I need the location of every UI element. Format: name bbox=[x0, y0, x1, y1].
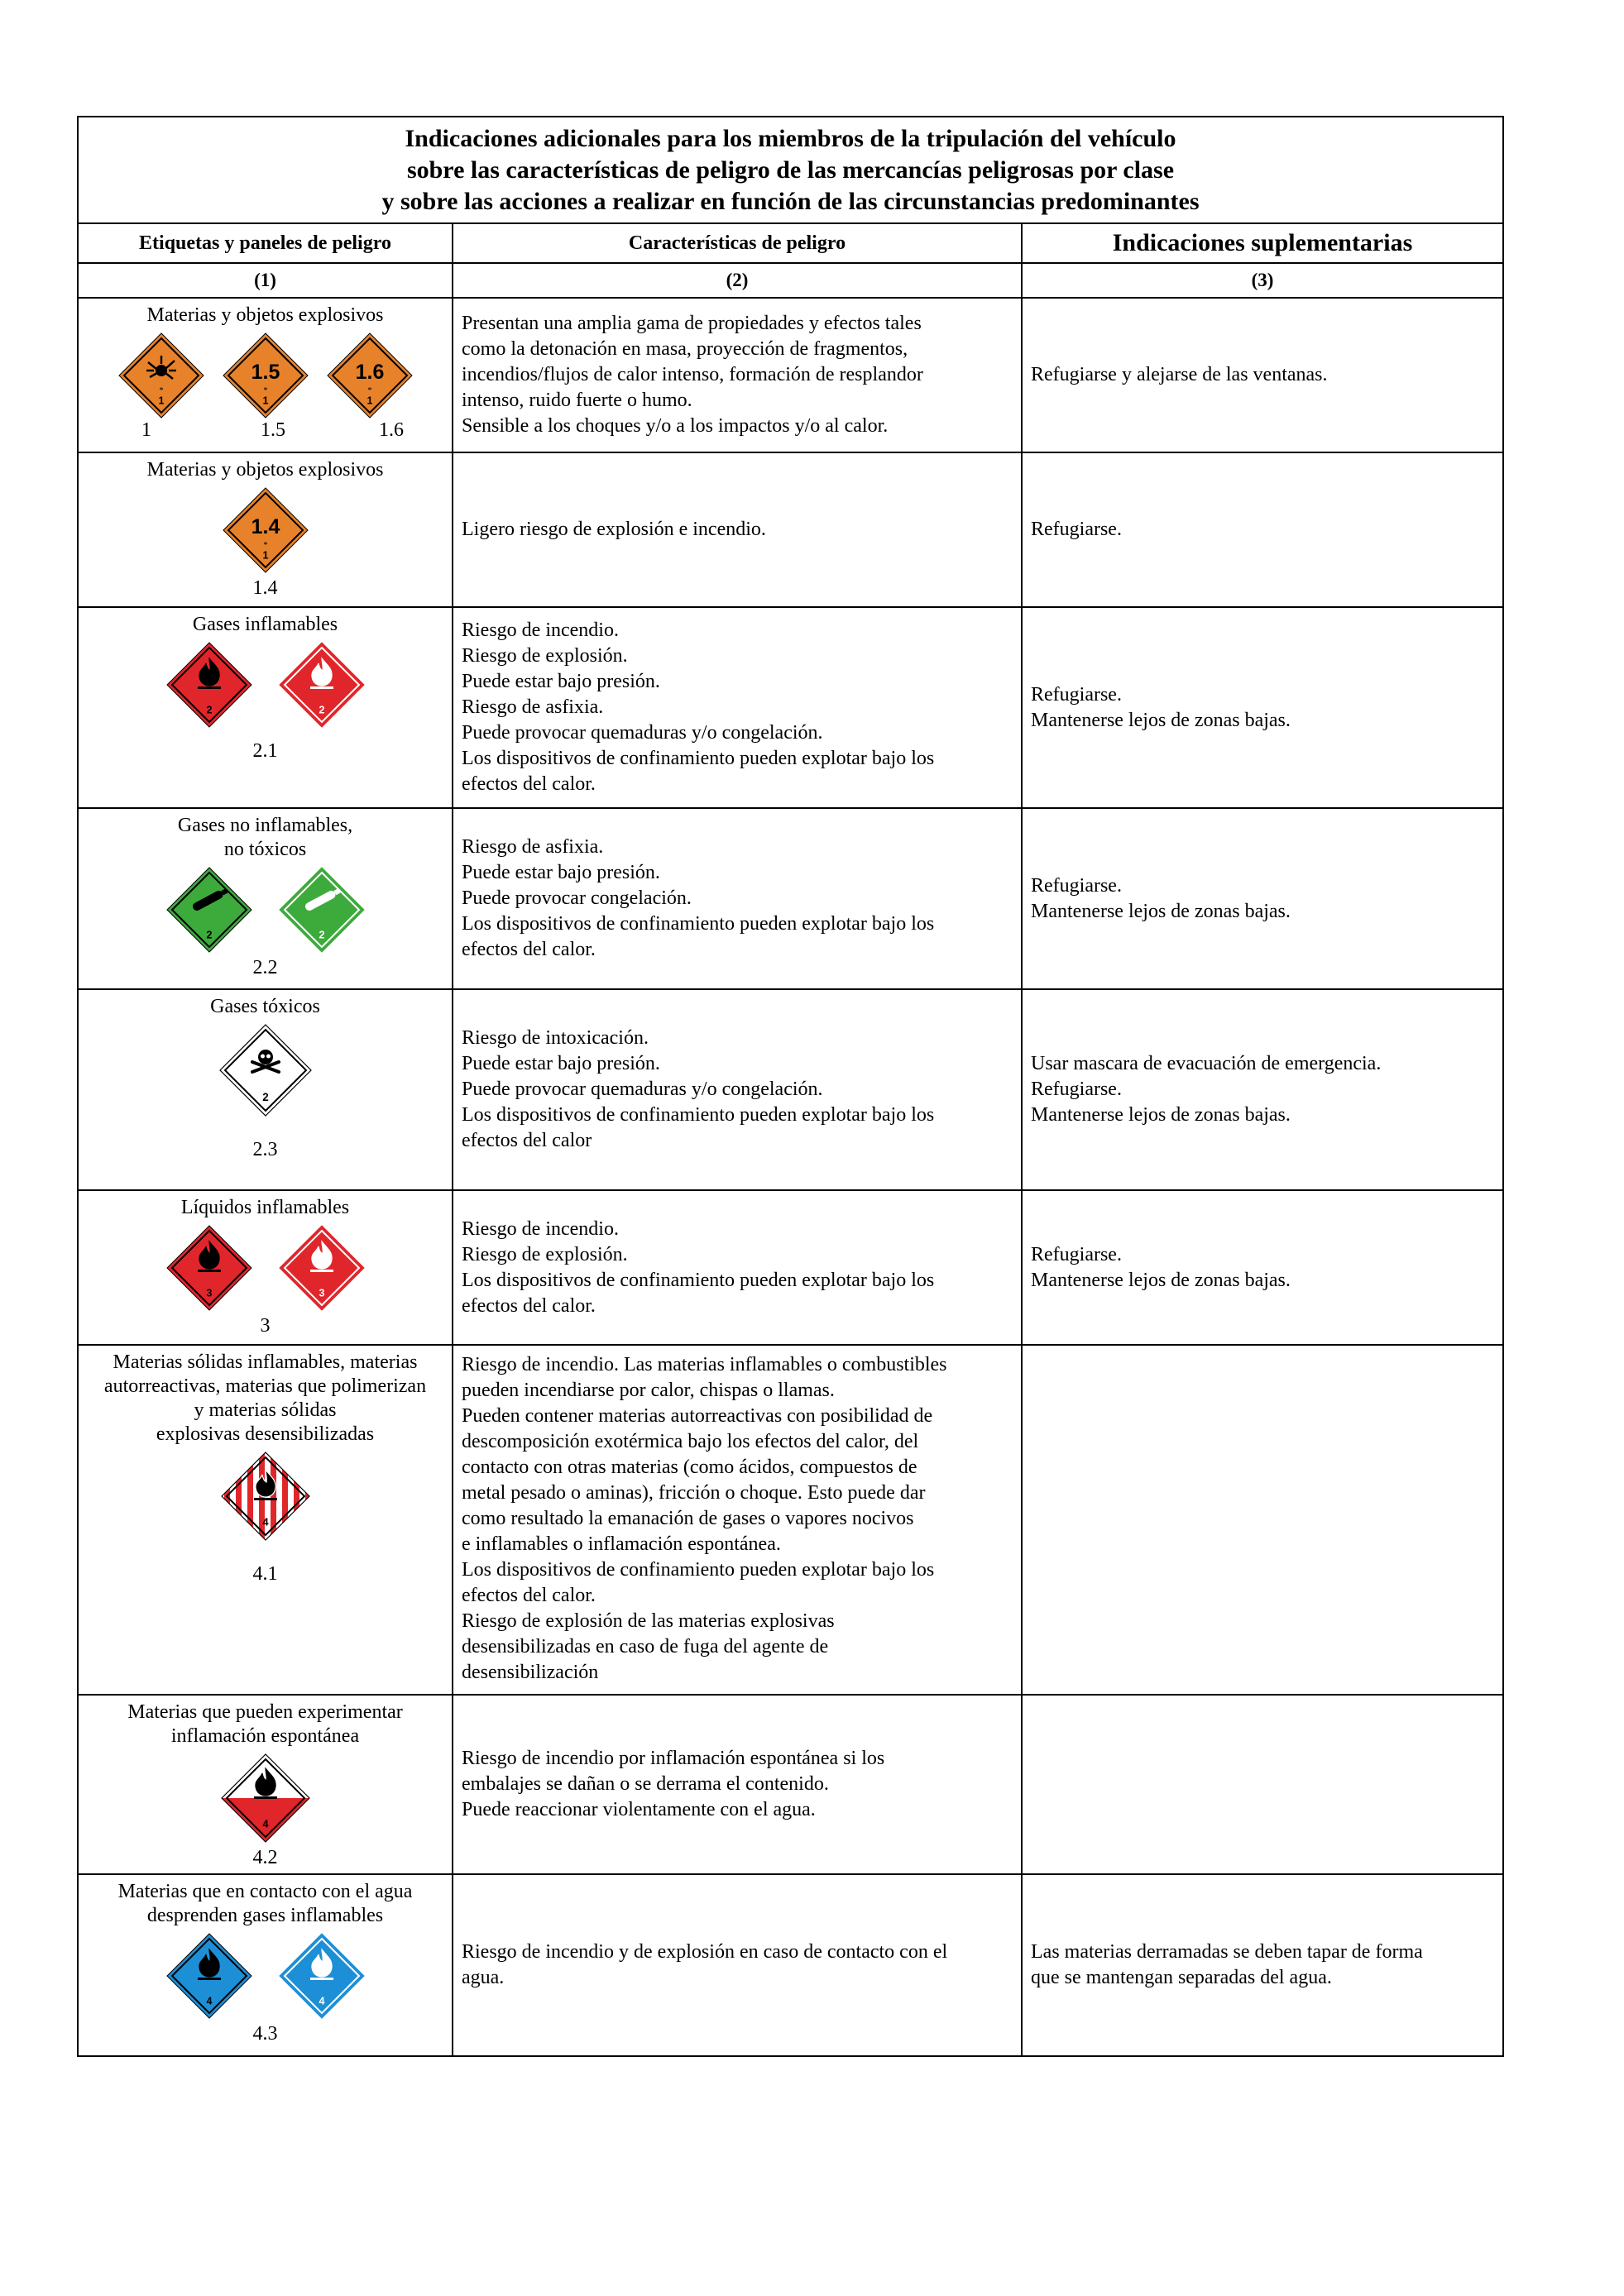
table-row bbox=[79, 608, 1502, 809]
column-number-row bbox=[79, 264, 1502, 299]
hazard-class-number: 3 bbox=[260, 1315, 271, 1337]
hazard-signs bbox=[221, 1753, 310, 1843]
supplementary-line: Las materias derramadas se deben tapar de forma bbox=[1031, 1941, 1423, 1963]
characteristic-line: Riesgo de incendio. bbox=[462, 1217, 619, 1240]
svg-text:1.4: 1.4 bbox=[251, 515, 280, 538]
explosive-1-5-icon bbox=[223, 332, 309, 419]
characteristic-line: metal pesado o aminas), fricción o choque. Esto puede dar bbox=[462, 1482, 926, 1504]
flammable-gas-white-flame-icon bbox=[279, 642, 365, 728]
hazard-class-number: 2.1 bbox=[252, 740, 278, 762]
hazard-class-number: 4.2 bbox=[252, 1847, 278, 1868]
column-header-labels: Etiquetas y paneles de peligro bbox=[79, 224, 453, 262]
hazard-signs bbox=[166, 1225, 365, 1311]
hazard-category: Gases no inflamables, bbox=[177, 815, 353, 836]
characteristic-line: Riesgo de explosión. bbox=[462, 1243, 628, 1265]
supplementary-line: que se mantengan separadas del agua. bbox=[1031, 1967, 1332, 1988]
characteristic-line: Riesgo de explosión. bbox=[462, 645, 628, 667]
svg-text:1.5: 1.5 bbox=[251, 361, 280, 384]
characteristic-line: embalajes se dañan o se derrama el contenido. bbox=[462, 1773, 829, 1795]
characteristic-line: Pueden contener materias autorreactivas con posibilidad de bbox=[462, 1405, 933, 1427]
hazard-class-number: 1.5 bbox=[261, 419, 285, 441]
title-line: y sobre las acciones a realizar en función de las circunstancias predominantes bbox=[381, 187, 1200, 215]
svg-text:1: 1 bbox=[262, 395, 268, 407]
hazard-class-number: 1 bbox=[141, 419, 151, 441]
supplementary-line: Refugiarse. bbox=[1031, 1243, 1122, 1265]
supplementary-line: Refugiarse. bbox=[1031, 874, 1122, 897]
hazard-characteristics-cell bbox=[453, 1346, 1023, 1694]
hazard-characteristics-cell bbox=[453, 453, 1023, 606]
hazard-characteristics-cell bbox=[453, 1696, 1023, 1873]
water-reactive-black-flame-icon bbox=[166, 1933, 252, 2019]
characteristic-line: efectos del calor. bbox=[462, 773, 596, 795]
supplementary-line: Refugiarse y alejarse de las ventanas. bbox=[1031, 364, 1328, 385]
characteristic-line: efectos del calor. bbox=[462, 939, 596, 960]
svg-text:3: 3 bbox=[206, 1287, 212, 1299]
svg-text:1: 1 bbox=[366, 395, 372, 407]
characteristic-line: Puede estar bajo presión. bbox=[462, 862, 660, 883]
table-row bbox=[79, 453, 1502, 608]
characteristic-line: Riesgo de incendio. bbox=[462, 619, 619, 641]
column-number: (3) bbox=[1251, 270, 1274, 290]
hazard-category: desprenden gases inflamables bbox=[146, 1905, 384, 1926]
hazard-characteristics-cell bbox=[453, 299, 1023, 452]
hazard-label-cell bbox=[79, 990, 453, 1189]
hazard-category: explosivas desensibilizadas bbox=[156, 1423, 375, 1445]
svg-text:*: * bbox=[158, 385, 164, 395]
flammable-gas-black-flame-icon bbox=[166, 642, 252, 728]
hazard-label-cell bbox=[79, 809, 453, 988]
characteristic-line: Puede provocar quemaduras y/o congelación. bbox=[462, 1079, 823, 1100]
hazard-category: autorreactivas, materias que polimerizan bbox=[103, 1375, 427, 1397]
explosive-1-icon bbox=[118, 332, 204, 419]
hazard-signs bbox=[221, 1452, 310, 1541]
svg-text:1: 1 bbox=[158, 395, 164, 407]
hazard-label-cell bbox=[79, 453, 453, 606]
hazard-class-number: 4.3 bbox=[252, 2023, 278, 2045]
hazard-signs bbox=[118, 332, 413, 419]
skull-crossbones-icon bbox=[219, 1024, 312, 1117]
hazard-signs bbox=[166, 867, 365, 953]
hazard-category: Gases inflamables bbox=[192, 614, 338, 635]
hazard-signs bbox=[219, 1024, 312, 1117]
hazard-table bbox=[77, 116, 1504, 2057]
characteristic-line: Riesgo de explosión de las materias explosivas bbox=[462, 1610, 835, 1632]
characteristic-line: como resultado la emanación de gases o vapores nocivos bbox=[462, 1508, 914, 1529]
supplementary-cell bbox=[1023, 1346, 1502, 1694]
table-row bbox=[79, 1346, 1502, 1696]
svg-text:2: 2 bbox=[319, 704, 324, 716]
hazard-class-number: 1.4 bbox=[252, 577, 278, 599]
explosive-1-6-icon bbox=[327, 332, 413, 419]
characteristic-line: Riesgo de intoxicación. bbox=[462, 1027, 649, 1049]
hazard-class-number: 2.2 bbox=[252, 957, 278, 978]
svg-text:*: * bbox=[262, 540, 268, 550]
characteristic-line: intenso, ruido fuerte o humo. bbox=[462, 390, 692, 411]
gas-cylinder-black-icon bbox=[166, 867, 252, 953]
column-number: (2) bbox=[453, 264, 1023, 297]
hazard-characteristics-cell bbox=[453, 809, 1023, 988]
characteristic-line: contacto con otras materias (como ácidos, compuestos de bbox=[462, 1457, 917, 1478]
table-row bbox=[79, 1191, 1502, 1346]
characteristic-line: Presentan una amplia gama de propiedades y efectos tales bbox=[462, 313, 922, 334]
svg-text:2: 2 bbox=[206, 704, 212, 716]
hazard-characteristics-cell bbox=[453, 1875, 1023, 2055]
characteristic-line: Puede estar bajo presión. bbox=[462, 671, 660, 692]
characteristic-line: efectos del calor. bbox=[462, 1585, 596, 1606]
svg-text:4: 4 bbox=[261, 1515, 269, 1528]
table-row bbox=[79, 1696, 1502, 1875]
supplementary-cell bbox=[1023, 809, 1502, 988]
title-line: sobre las características de peligro de las mercancías peligrosas por clase bbox=[406, 155, 1175, 184]
hazard-category: Gases tóxicos bbox=[210, 996, 320, 1017]
hazard-category: no tóxicos bbox=[223, 839, 307, 860]
hazard-label-cell bbox=[79, 299, 453, 452]
hazard-characteristics-cell bbox=[453, 608, 1023, 807]
characteristic-line: agua. bbox=[462, 1967, 505, 1988]
supplementary-line: Mantenerse lejos de zonas bajas. bbox=[1031, 709, 1291, 731]
svg-text:*: * bbox=[262, 385, 268, 395]
supplementary-cell bbox=[1023, 990, 1502, 1189]
hazard-signs bbox=[166, 642, 365, 728]
characteristic-line: como la detonación en masa, proyección de fragmentos, bbox=[462, 338, 908, 360]
hazard-category: inflamación espontánea bbox=[170, 1725, 360, 1747]
characteristic-line: Riesgo de incendio. Las materias inflamables o combustibles bbox=[462, 1354, 947, 1375]
hazard-category: Materias sólidas inflamables, materias bbox=[113, 1351, 418, 1373]
characteristic-line: Puede reaccionar violentamente con el agua. bbox=[462, 1799, 816, 1820]
characteristic-line: pueden incendiarse por calor, chispas o llamas. bbox=[462, 1380, 835, 1401]
characteristic-line: Sensible a los choques y/o a los impactos y/o al calor. bbox=[462, 415, 889, 437]
svg-text:4: 4 bbox=[206, 1995, 212, 2007]
hazard-class-number: 2.3 bbox=[252, 1139, 278, 1160]
column-number: (1) bbox=[79, 264, 453, 297]
supplementary-line: Mantenerse lejos de zonas bajas. bbox=[1031, 1104, 1291, 1126]
hazard-label-cell bbox=[79, 1346, 453, 1694]
hazard-category: y materias sólidas bbox=[194, 1399, 337, 1421]
characteristic-line: Los dispositivos de confinamiento pueden explotar bajo los bbox=[462, 1104, 935, 1126]
supplementary-line: Refugiarse. bbox=[1031, 683, 1122, 706]
table-row bbox=[79, 809, 1502, 990]
svg-text:*: * bbox=[366, 385, 372, 395]
flammable-solid-striped-icon bbox=[221, 1452, 310, 1541]
hazard-category: Líquidos inflamables bbox=[180, 1197, 350, 1218]
characteristic-line: efectos del calor bbox=[462, 1130, 592, 1151]
hazard-category: Materias y objetos explosivos bbox=[146, 459, 384, 481]
water-reactive-white-flame-icon bbox=[279, 1933, 365, 2019]
characteristic-line: Puede estar bajo presión. bbox=[462, 1053, 660, 1074]
hazard-category: Materias que pueden experimentar bbox=[127, 1701, 403, 1723]
characteristic-line: Ligero riesgo de explosión e incendio. bbox=[462, 519, 766, 540]
svg-text:2: 2 bbox=[206, 929, 212, 941]
supplementary-cell bbox=[1023, 608, 1502, 807]
hazard-class-number: 4.1 bbox=[252, 1563, 278, 1585]
characteristic-line: Riesgo de incendio y de explosión en caso de contacto con el bbox=[462, 1941, 948, 1963]
hazard-label-cell bbox=[79, 1191, 453, 1344]
supplementary-line: Usar mascara de evacuación de emergencia. bbox=[1031, 1053, 1382, 1074]
characteristic-line: Puede provocar congelación. bbox=[462, 887, 692, 909]
characteristic-line: Puede provocar quemaduras y/o congelación. bbox=[462, 722, 823, 744]
svg-text:2: 2 bbox=[319, 929, 324, 941]
table-row bbox=[79, 299, 1502, 453]
supplementary-cell bbox=[1023, 453, 1502, 606]
hazard-label-cell bbox=[79, 608, 453, 807]
characteristic-line: Los dispositivos de confinamiento pueden explotar bajo los bbox=[462, 1559, 935, 1581]
supplementary-cell bbox=[1023, 1875, 1502, 2055]
supplementary-cell bbox=[1023, 1696, 1502, 1873]
characteristic-line: descomposición exotérmica bajo los efectos del calor, del bbox=[462, 1431, 919, 1452]
svg-text:4: 4 bbox=[261, 1817, 269, 1830]
characteristic-line: Los dispositivos de confinamiento pueden explotar bajo los bbox=[462, 1269, 935, 1291]
hazard-characteristics-cell bbox=[453, 990, 1023, 1189]
flammable-liquid-black-flame-icon bbox=[166, 1225, 252, 1311]
supplementary-line: Mantenerse lejos de zonas bajas. bbox=[1031, 1269, 1291, 1291]
characteristic-line: desensibilización bbox=[462, 1662, 599, 1683]
column-header-supplementary: Indicaciones suplementarias bbox=[1112, 229, 1413, 256]
characteristic-line: Riesgo de asfixia. bbox=[462, 696, 604, 718]
characteristic-line: e inflamables o inflamación espontánea. bbox=[462, 1533, 781, 1555]
explosive-1-4-icon bbox=[223, 487, 309, 573]
characteristic-line: Riesgo de incendio por inflamación espontánea si los bbox=[462, 1748, 885, 1769]
characteristic-line: Los dispositivos de confinamiento pueden explotar bajo los bbox=[462, 748, 935, 769]
supplementary-cell bbox=[1023, 299, 1502, 452]
table-row bbox=[79, 1875, 1502, 2055]
table-row bbox=[79, 990, 1502, 1191]
supplementary-line: Refugiarse. bbox=[1031, 1079, 1122, 1100]
hazard-category: Materias que en contacto con el agua bbox=[117, 1881, 413, 1902]
spontaneous-combustion-icon bbox=[221, 1753, 310, 1843]
characteristic-line: desensibilizadas en caso de fuga del agente de bbox=[462, 1636, 829, 1657]
gas-cylinder-white-icon bbox=[279, 867, 365, 953]
svg-text:1.6: 1.6 bbox=[355, 361, 384, 384]
characteristic-line: efectos del calor. bbox=[462, 1294, 596, 1317]
svg-text:4: 4 bbox=[319, 1995, 324, 2007]
supplementary-line: Refugiarse. bbox=[1031, 519, 1122, 540]
supplementary-cell bbox=[1023, 1191, 1502, 1344]
hazard-category: Materias y objetos explosivos bbox=[146, 304, 384, 326]
supplementary-line: Mantenerse lejos de zonas bajas. bbox=[1031, 900, 1291, 922]
flammable-liquid-white-flame-icon bbox=[279, 1225, 365, 1311]
hazard-signs bbox=[223, 487, 309, 573]
hazard-label-cell bbox=[79, 1696, 453, 1873]
characteristic-line: incendios/flujos de calor intenso, formación de resplandor bbox=[462, 364, 923, 385]
hazard-class-number: 1.6 bbox=[379, 419, 404, 441]
svg-text:3: 3 bbox=[319, 1287, 324, 1299]
column-header-characteristics: Características de peligro bbox=[453, 224, 1023, 262]
hazard-label-cell bbox=[79, 1875, 453, 2055]
hazard-signs bbox=[166, 1933, 365, 2019]
svg-text:1: 1 bbox=[262, 549, 268, 562]
hazard-characteristics-cell bbox=[453, 1191, 1023, 1344]
characteristic-line: Riesgo de asfixia. bbox=[462, 836, 604, 858]
column-header-row bbox=[79, 224, 1502, 264]
characteristic-line: Los dispositivos de confinamiento pueden explotar bajo los bbox=[462, 913, 935, 935]
table-title bbox=[79, 117, 1502, 224]
svg-text:2: 2 bbox=[261, 1090, 269, 1103]
title-line: Indicaciones adicionales para los miembros de la tripulación del vehículo bbox=[405, 124, 1176, 152]
